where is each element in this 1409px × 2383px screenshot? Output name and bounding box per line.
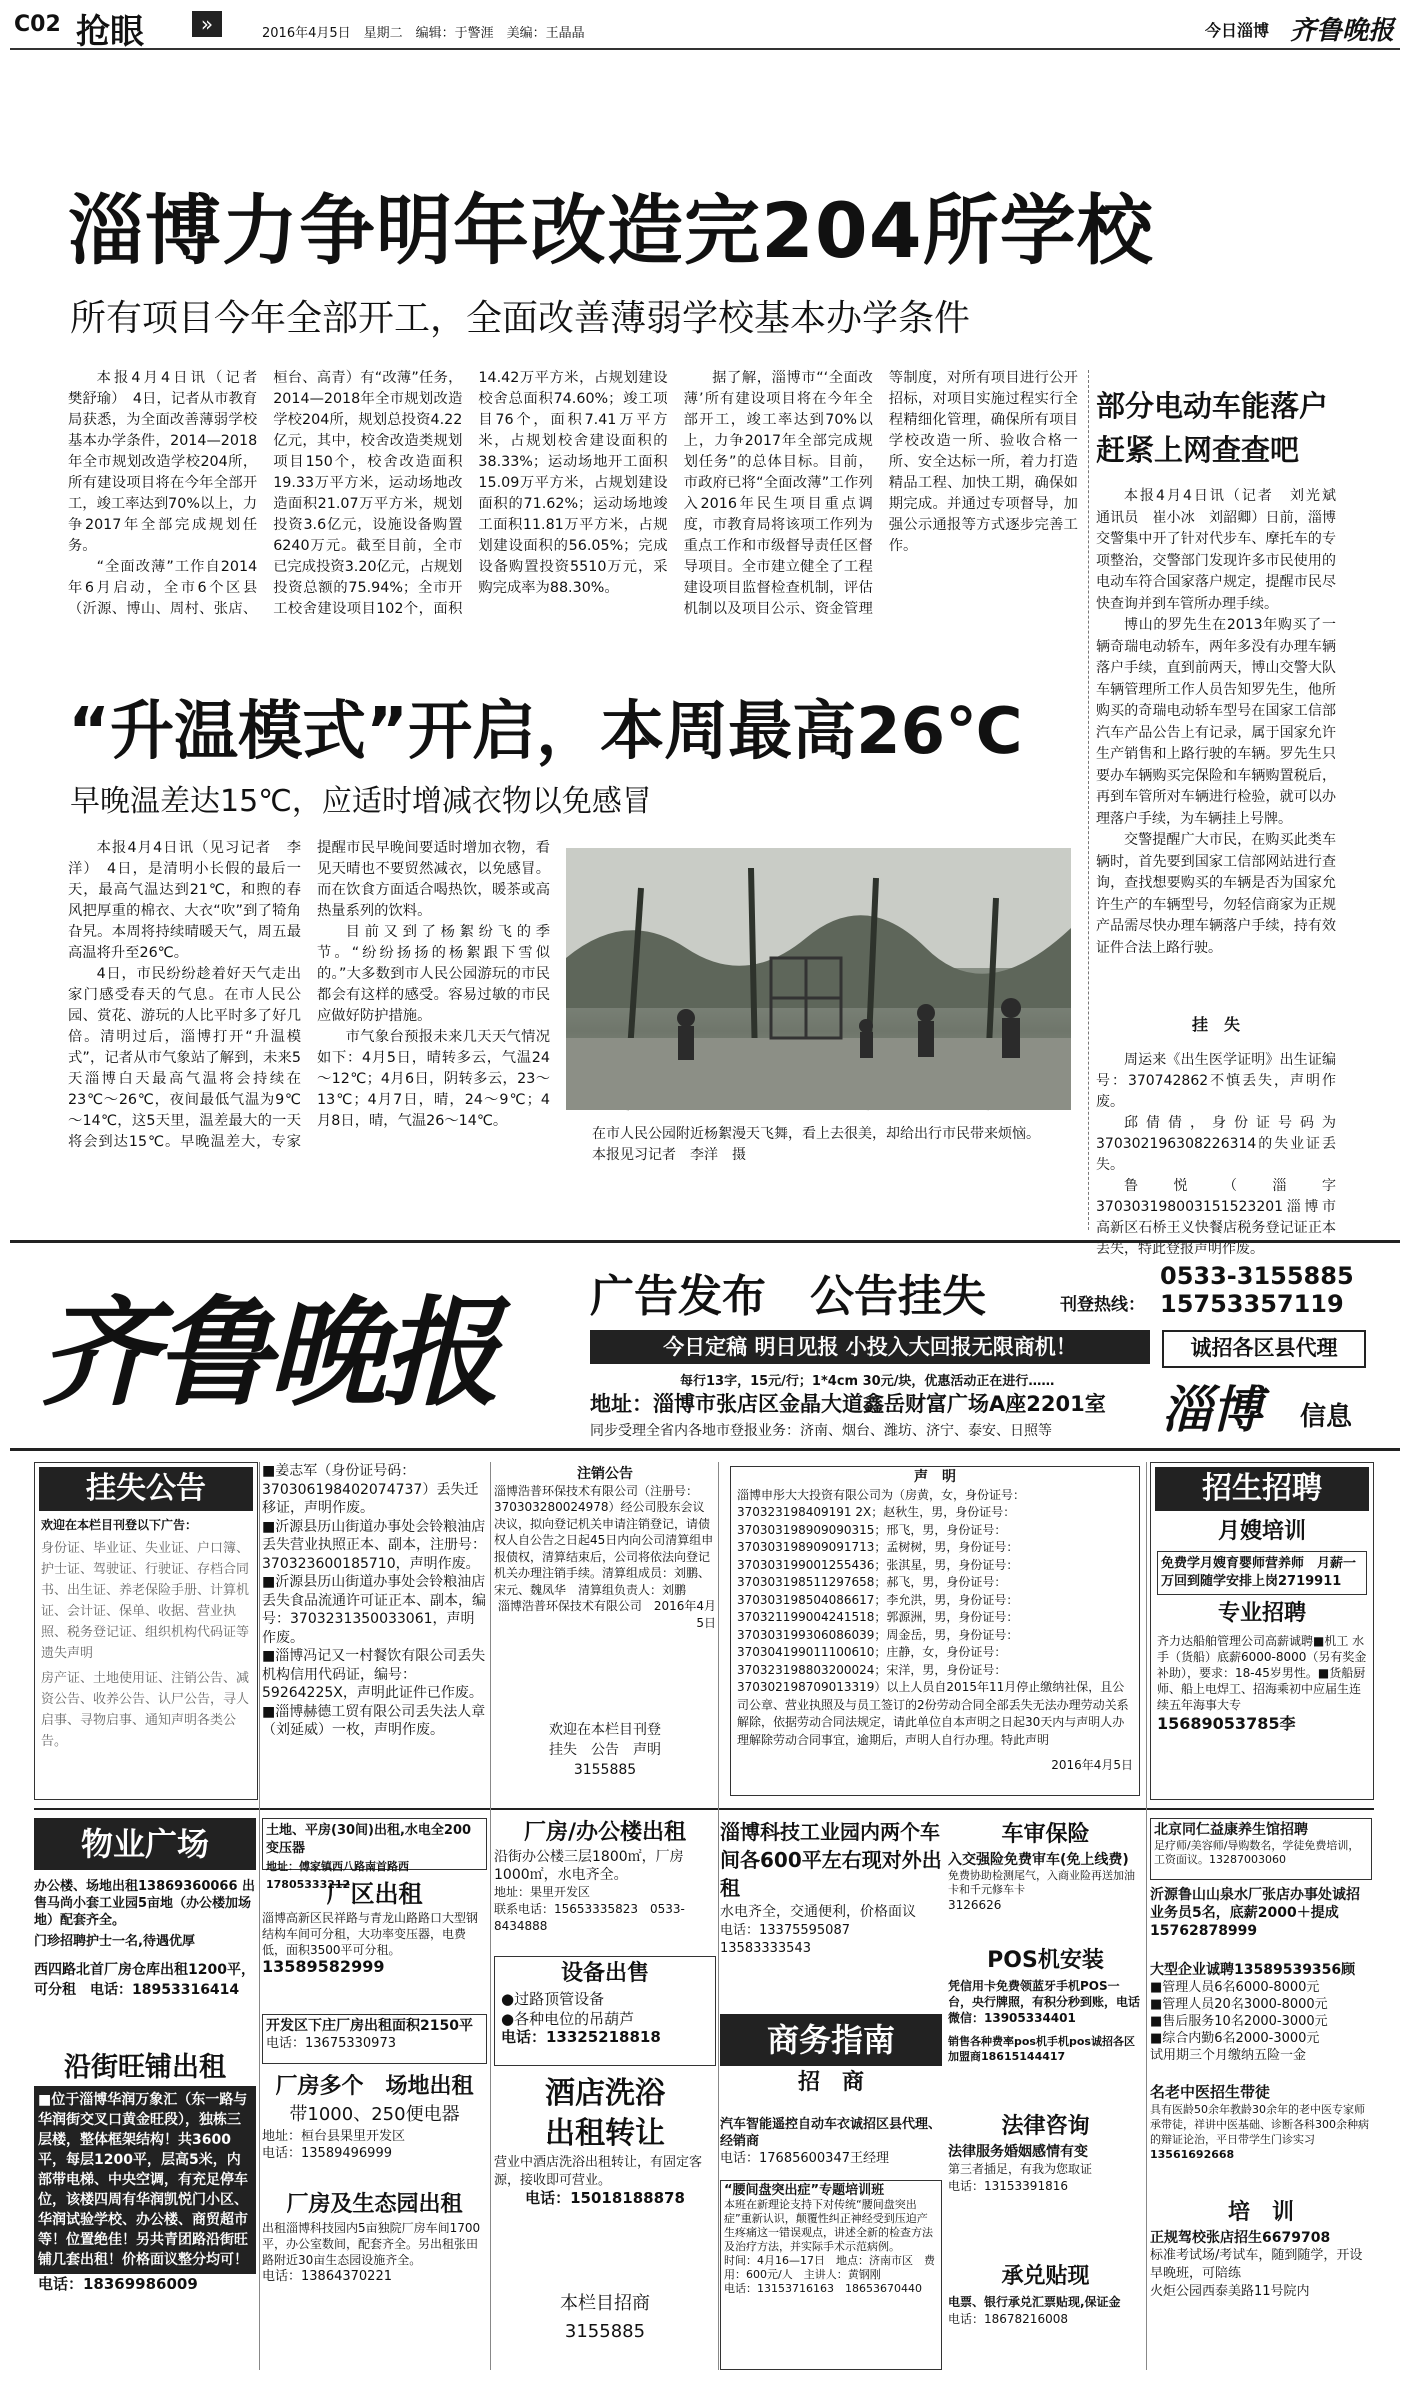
ad-bangong bbox=[494, 1818, 716, 1948]
ad-pos-text2: 销售各种费率pos机手机pos诚招各区加盟商18615144417 bbox=[948, 2035, 1135, 2063]
section-title: 抢眼 bbox=[76, 12, 144, 52]
ad-item: 西四路北首厂房仓库出租1200平，可分租 电话：18953316414 bbox=[34, 1962, 255, 1998]
ad-guashi-text2: 房产证、土地使用证、注销公告、减资公告、收养公告、认尸公告，寻人启事、寻物启事、通知声明各类公告。 bbox=[41, 1671, 250, 1749]
ad-zhuxiao-title: 注销公告 bbox=[577, 1466, 633, 1482]
ad-daxing-item: ■管理人员6名6000-8000元 bbox=[1150, 1980, 1320, 1995]
lost-notice-3: 鲁悦（淄字370303198003151523201淄博市高新区石桥王义快餐店税务登记证正本丢失，特此登报声明作废。 bbox=[1096, 1178, 1336, 1257]
ad-zhuxiao bbox=[494, 1466, 716, 1676]
article1-body bbox=[68, 368, 1078, 640]
ad-laozhongyi-phone: 13561692668 bbox=[1150, 2148, 1235, 2161]
article1-p1: 本报4月4日讯（记者 樊舒瑜） 4日，记者从市教育局获悉，为全面改善薄弱学校基本办学条件，2014—2018年全市规划改造学校204所，所有建设项目将在今年全部开工，竣工率达到70%以上，力争2017年全部完成规划任务。 bbox=[68, 370, 272, 554]
banner-phone1: 0533-3155885 bbox=[1160, 1262, 1354, 1290]
ad-falv-title: 法律咨询 bbox=[1001, 2114, 1090, 2139]
ad-yaojianpan-phone: 电话：13153716163 18653670440 bbox=[724, 2282, 922, 2295]
ad-falv-phone: 电话：13153391816 bbox=[948, 2179, 1068, 2193]
ad-changfang2-text: 淄博高新区民祥路与青龙山路路口大型钢结构车间可分租，大功率变压器，电费低，面积3500平可分租。 bbox=[262, 1911, 479, 1957]
ad-guashi bbox=[34, 1462, 258, 1800]
ad-keji-text: 水电齐全，交通便利，价格面议 bbox=[720, 1904, 916, 1920]
ad-yanjie-title: 沿街旺铺出租 bbox=[64, 2052, 226, 2083]
banner-title: 广告发布 公告挂失 bbox=[590, 1271, 986, 1322]
ad-guashi-intro: 欢迎在本栏目刊登以下广告： bbox=[41, 1518, 198, 1532]
ad-bangong-text: 沿街办公楼三层1800㎡，厂房1000㎡，水电齐全。 bbox=[494, 1849, 684, 1883]
header-divider bbox=[10, 48, 1400, 50]
article1-subhead: 所有项目今年全部开工，全面改善薄弱学校基本办学条件 bbox=[70, 298, 971, 339]
banner-brand2: 淄博 bbox=[1162, 1380, 1262, 1439]
ad-yaojianpan bbox=[720, 2180, 942, 2370]
ad-yanjie bbox=[34, 2050, 256, 2370]
ad-zhuxiao-text: 淄博浩普环保技术有限公司（注册号：370303280024978）经公司股东会议决议，拟向登记机关申请注销登记，请债权人自公告之日起45日内向公司清算组申报债权，清算结束后，公司将依法向登记机关办理注销手续。清算组成员：刘鹏、宋元、魏凤华 清算组负责人：刘鹏 bbox=[494, 1483, 714, 1597]
ad-falv-text2: 第三者插足，有我为您取证 bbox=[948, 2162, 1093, 2176]
article2-p1: 本报4月4日讯（见习记者 李洋） 4日，是清明小长假的最后一天，最高气温达到21℃，和煦的春风把厚重的棉衣、大衣“吹”到了犄角旮旯。本周将持续晴暖天气，周五最高温将升至26℃。 bbox=[68, 840, 301, 961]
ad-keji bbox=[720, 1818, 942, 2008]
ad-shebei-phone: 电话：13325218818 bbox=[501, 2028, 661, 2046]
ad-zhaosheng-title: 招生招聘 bbox=[1155, 1467, 1369, 1511]
ad-jiudian-text: 营业中酒店洗浴出租转让，有固定客源，接收即可营业。 bbox=[494, 2155, 703, 2188]
ad-daxing-tail: 试用期三个月缴纳五险一金 bbox=[1150, 2048, 1307, 2063]
right-column-divider bbox=[1088, 370, 1089, 1230]
ad-zhuxiao-sign: 淄博浩普环保技术有限公司 2016年4月5日 bbox=[497, 1599, 716, 1630]
classified-vline bbox=[490, 1462, 491, 2370]
page-header bbox=[0, 0, 1409, 50]
ad-pos-title: POS机安装 bbox=[987, 1948, 1104, 1973]
park-photo bbox=[566, 848, 1071, 1110]
ad-zhaosheng-phone2: 15689053785李 bbox=[1157, 1714, 1296, 1733]
zhaoshang-phone: 3155885 bbox=[564, 2321, 646, 2342]
banner-agent: 诚招各区县代理 bbox=[1162, 1330, 1366, 1368]
ad-laozhongyi-text: 具有医龄50余年教龄30余年的老中医专家师承带徒，祥讲中医基础、诊断各科300余种病的辩证论治，平日带学生门诊实习 bbox=[1150, 2103, 1369, 2146]
notice-item: ■沂源县历山街道办事处会铃粮油店丢失食品流通许可证正本、副本，编号：3703231350033061，声明作废。 bbox=[262, 1574, 486, 1646]
article3-body bbox=[1096, 486, 1350, 1014]
ad-daxing-title: 大型企业诚聘13589539356顾 bbox=[1150, 1962, 1356, 1978]
ad-wuye bbox=[34, 1818, 256, 1870]
ad-pos-text: 凭信用卡免费领蓝牙手机POS一台，央行牌照，有积分秒到账，电话微信：13905334401 bbox=[948, 1979, 1141, 2025]
ad-changfang5 bbox=[262, 2190, 487, 2370]
ad-daxing-item: ■综合内勤6名2000-3000元 bbox=[1150, 2031, 1320, 2046]
ad-chengdui bbox=[948, 2260, 1143, 2370]
ad-shebei-item: ●各种电位的吊葫芦 bbox=[501, 2010, 635, 2028]
article3-headline-2: 赶紧上网查查吧 bbox=[1096, 433, 1300, 467]
ad-qiche-phone: 电话：17685600347王经理 bbox=[720, 2151, 889, 2166]
classified-vline bbox=[259, 1462, 260, 2370]
ad-bangong-phone: 联系电话：15653335823 0533-8434888 bbox=[494, 1902, 685, 1933]
ad-wuye-title: 物业广场 bbox=[80, 1825, 209, 1863]
ad-cheshen-line1: 入交强险免费审车(免上线费) bbox=[948, 1852, 1129, 1868]
ad-chengdui-text: 电票、银行承兑汇票贴现,保证金 bbox=[948, 2295, 1121, 2309]
ad-jiudian-title2: 出租转让 bbox=[545, 2116, 665, 2151]
ad-jiudian bbox=[494, 2074, 716, 2234]
ad-shengming-text: 淄博申彤大大投资有限公司为（房黄，女，身份证号：370323198409191 2X；赵秋生，男，身份证号：370303198909090315；邢飞，男，身份证号：370303198909091713；孟树树，男，身份证号：370303199001255436；张淇星，男，身份证号：370303198511297658；郝飞，男，身份证号：370303198504086617；李允洪，男，身份证号：370321199004241518；郭源洲，男，身份证号：370303199306086039；周金岳，男，身份证号：370304199011100610；庄静，女，身份证号：370323198803200024；宋洋，男，身份证号：370302198709013319）以上人员自2015年11月停止缴纳社保，且公司公章、营业执照及与员工签订的2份劳动合同全部丢失无法办理劳动关系解除，依据劳动合同法规定，请此单位自本声明之日起30天内与声明人办理解除劳动合同事宜，逾期后，声明人自行办理。特此声明 bbox=[737, 1487, 1129, 1747]
ad-shebei-item: ●过路顶管设备 bbox=[501, 1990, 605, 2008]
ad-shuichang bbox=[1150, 1886, 1372, 1952]
lost-notice-1: 周运来《出生医学证明》出生证编号：370742862不慎丢失，声明作废。 bbox=[1096, 1052, 1336, 1110]
header-meta: 2016年4月5日 星期二 编辑：于警涯 美编：王晶晶 bbox=[262, 26, 585, 41]
ad-changfang1-line2: 地址：傅家镇西八路南首路西17805333212 bbox=[266, 1860, 409, 1891]
ad-zhaoshang-bottom bbox=[494, 2290, 716, 2360]
article1-p2: “全面改薄”工作自2014年6月启动，全市6个区县（沂源、博山、周村、张店、桓台、高青）有“改薄”任务，2014—2018年全市规划改造学校204所，规划总投资4.22亿元，其中，校舍改造类规划项目150个，校舍改造面积19.33万平方米，运动场地改造面积21.07万平方米，规划投资3.6亿元，设施设备购置6240万元。截至目前，全市已完成投资3.20亿元，占规划投资总额的75.94%；全市开工校舍建设项目102个，面积14.42万平方米，占规划建设校舍总面积74.60%；竣工项目76个，面积7.41万平方米，占规划校舍建设面积的38.33%；运动场地开工面积15.09万平方米，占规划建设面积的71.62%；运动场地竣工面积11.81万平方米，占规划建设面积的56.05%；完成设备购置投资5510万元，采购完成率为88.30%。 bbox=[68, 370, 668, 617]
ad-col1b bbox=[34, 1878, 256, 2038]
banner-coverage: 同步受理全省内各地市登报业务：济南、烟台、潍坊、济宁、泰安、日照等 bbox=[590, 1423, 1052, 1439]
banner-phone2: 15753357119 bbox=[1160, 1290, 1344, 1318]
ad-changfang4-title: 厂房多个 场地出租 bbox=[275, 2074, 474, 2099]
ad-zhaosheng bbox=[1150, 1462, 1374, 1800]
banner-hotline-label: 刊登热线： bbox=[1060, 1295, 1145, 1315]
page-code: C02 bbox=[14, 12, 61, 37]
ad-jiudian-title1: 酒店洗浴 bbox=[545, 2076, 665, 2111]
lost-notice-title: 挂 失 bbox=[1191, 1015, 1240, 1034]
classified-vline bbox=[718, 1462, 719, 2370]
ad-changfang5-text: 出租淄博科技园内5亩独院厂房车间1700平，办公室数间，配套齐全。另出租张田路附近30亩生态园设施齐全。 bbox=[262, 2221, 481, 2267]
ad-daxing-item: ■售后服务10名2000-3000元 bbox=[1150, 2014, 1328, 2029]
ad-bangong-addr: 地址：果里开发区 bbox=[494, 1885, 591, 1899]
ad-changfang4-sub: 带1000、250便电器 bbox=[289, 2104, 460, 2125]
ad-cheshen-phone: 3126626 bbox=[948, 1898, 1002, 1912]
ad-peixun bbox=[1150, 2196, 1372, 2366]
ad-notices-col2 bbox=[262, 1462, 487, 1798]
ad-guashi-title: 挂失公告 bbox=[39, 1467, 253, 1511]
brand-small: 今日淄博 bbox=[1205, 21, 1270, 40]
notice-item: ■姜志军（身份证号码：370306198402074737）丢失迁移证，声明作废。 bbox=[262, 1463, 479, 1516]
ad-daxing bbox=[1150, 1962, 1372, 2072]
welcome-line2: 挂失 公告 声明 bbox=[549, 1742, 661, 1758]
ad-peixun-line1: 正规驾校张店招生6679708 bbox=[1150, 2230, 1331, 2246]
ad-yanjie-phone: 电话：18369986009 bbox=[38, 2275, 198, 2293]
article2-headline: “升温模式”开启，本周最高26℃ bbox=[68, 695, 1023, 769]
banner-brand2-sub: 信息 bbox=[1300, 1402, 1353, 1432]
ad-falv bbox=[948, 2110, 1143, 2240]
ad-keji-phone: 电话：13375595087 13583333543 bbox=[720, 1923, 863, 1956]
ad-qiche-title: 汽车智能遥控自动车衣诚招区县代理、经销商 bbox=[720, 2117, 942, 2149]
ad-chengdui-phone: 电话：18678216008 bbox=[948, 2312, 1068, 2326]
ad-cheshen-title: 车审保险 bbox=[1001, 1822, 1090, 1847]
ad-keji-title: 淄博科技工业园内两个车间各600平左右现对外出租 bbox=[720, 1820, 942, 1900]
ad-shengming-title: 声 明 bbox=[914, 1469, 956, 1485]
ad-changfang5-title: 厂房及生态园出租 bbox=[286, 2192, 463, 2217]
ad-laozhongyi-title: 名老中医招生带徒 bbox=[1150, 2083, 1271, 2101]
ad-falv-text: 法律服务婚姻感情有变 bbox=[948, 2144, 1088, 2160]
article2-subhead: 早晚温差达15℃，应适时增减衣物以免感冒 bbox=[70, 784, 652, 819]
article3-p2: 博山的罗先生在2013年购买了一辆奇瑞电动轿车，两年多没有办理车辆落户手续，直到前两天，博山交警大队车辆管理所工作人员告知罗先生，他所购买的奇瑞电动轿车型号在国家工信部汽车产品公告上有记录，属于国家允许生产销售和上路行驶的车辆。罗先生只要办车辆购买完保险和车辆购置税后，再到车管所对车辆进行检验，就可以办理落户手续，为车辆挂上号牌。 bbox=[1096, 617, 1336, 827]
ad-shuichang-title: 沂源鲁山山泉水厂张店办事处诚招业务员5名，底薪2000＋提成 bbox=[1150, 1887, 1360, 1921]
ad-changfang1-line1: 土地、平房(30间)出租,水电全200变压器 bbox=[266, 1823, 472, 1856]
banner-pricing: 每行13字，15元/行；1*4cm 30元/块，优惠活动正在进行…… bbox=[680, 1374, 1055, 1389]
ad-qiche bbox=[720, 2116, 942, 2176]
classified-vline bbox=[1146, 1462, 1147, 2370]
ad-zhaosheng-box1: 免费学月嫂育婴师营养师 月薪一万回到随学安排上岗2719911 bbox=[1157, 1551, 1367, 1595]
ad-shangwu-title: 商务指南 bbox=[720, 2014, 942, 2066]
ad-laozhongyi bbox=[1150, 2082, 1372, 2182]
ad-yaojianpan-text: 本班在新理论支持下对传统“腰间盘突出症”重新认识，颠覆性纠正神经受到压迫产生疼痛这一错误观点，讲述全新的检查方法及治疗方法，并实际手术示范病例。 bbox=[724, 2198, 933, 2253]
ad-shengming bbox=[730, 1466, 1140, 1796]
ad-yangsheng-text: 足疗师/美容师/导购数名，学徒免费培训，工资面议。13287003060 bbox=[1154, 1839, 1360, 1866]
ad-changfang2 bbox=[262, 1878, 487, 2008]
zhaoshang-text: 本栏目招商 bbox=[560, 2293, 650, 2314]
ad-cheshen bbox=[948, 1818, 1143, 1938]
welcome-phone: 3155885 bbox=[573, 1762, 637, 1778]
brand-logo: 齐鲁晚报 bbox=[1290, 16, 1395, 46]
ad-changfang4-addr: 地址：桓台县果里开发区 bbox=[262, 2129, 406, 2144]
ad-bangong-title: 厂房/办公楼出租 bbox=[523, 1820, 687, 1845]
ad-shangwu bbox=[720, 2014, 942, 2114]
photo-illustration bbox=[566, 848, 1071, 1110]
section-label bbox=[70, 4, 235, 52]
article3-p3: 交警提醒广大市民，在购买此类车辆时，首先要到国家工信部网站进行查询，查找想要购买的车辆是否为国家允许生产的车辆型号，勿轻信商家为正规产品需尽快办理车辆落户手续，持有效证件合法上路行驶。 bbox=[1096, 832, 1336, 956]
article1-p3: 据了解，淄博市“‘全面改薄’所有建设项目将在今年全部开工，竣工率达到70%以上，力争2017年全部完成规划任务”的总体目标。目前，市政府已将“全面改薄”工作列入2016年民生项目重点调度，市教育局将该项工作列为重点工作和市级督导责任区督导项目。全市建立健全了工程建设项目监督检查机制，评估机制以及项目公示、资金管理等制度，对所有项目进行公开招标，对项目实施过程实行全程精细化管理，确保所有项目学校改造一所、验收合格一所、安全达标一所，着力打造精品工程、加快工期，确保如期完成。并通过专项督导，加强公示通报等方式逐步完善工作。 bbox=[683, 370, 1078, 617]
article2-body bbox=[68, 838, 550, 1234]
ad-shuichang-phone: 15762878999 bbox=[1150, 1923, 1258, 1939]
ad-shebei-title: 设备出售 bbox=[560, 1961, 649, 1986]
ad-pos bbox=[948, 1944, 1143, 2094]
ad-yaojianpan-title: “腰间盘突出症”专题培训班 bbox=[724, 2183, 885, 2198]
ad-daxing-item: ■管理人员20名3000-8000元 bbox=[1150, 1997, 1328, 2012]
ad-shengming-date: 2016年4月5日 bbox=[1051, 1758, 1133, 1772]
article3-headline-1: 部分电动车能落户 bbox=[1096, 389, 1329, 423]
ad-peixun-line2: 标准考试场/考试车，随到随学，开设早晚班，可陪练 bbox=[1150, 2248, 1363, 2281]
banner-masthead: 齐鲁晚报 bbox=[40, 1283, 497, 1422]
lost-notice-body bbox=[1096, 1050, 1336, 1257]
ad-column-welcome bbox=[494, 1720, 716, 1796]
ad-zhaosheng-box2: 齐力达船舶管理公司高薪诚聘■机工 水手（货船）底薪6000-8000（另有奖金补助），要求：18-45岁男性。■货船厨师、船上电焊工、招海乘初中应届生连续五年海事大专 bbox=[1157, 1634, 1367, 1712]
notice-item: ■淄博冯记又一村餐饮有限公司丢失机构信用代码证，编号：59264225X，声明此证件已作废。 bbox=[262, 1648, 486, 1701]
ad-changfang3-text: 开发区下庄厂房出租面积2150平 bbox=[266, 2018, 473, 2034]
article2-p4: 市气象台预报未来几天天气情况如下：4月5日，晴转多云，气温24～12℃；4月6日，阴转多云，23～13℃；4月7日，晴，24～9℃；4月8日，晴，气温26～14℃。 bbox=[317, 1029, 550, 1129]
ad-peixun-title: 培 训 bbox=[1227, 2200, 1294, 2225]
ad-peixun-line3: 火炬公园西泰美路11号院内 bbox=[1150, 2284, 1310, 2299]
banner-slogan: 今日定稿 明日见报 小投入大回报无限商机！ bbox=[590, 1330, 1150, 1364]
ad-cheshen-line2: 免费协助检测尾气，入商业险再送加油卡和千元修车卡 bbox=[948, 1869, 1135, 1896]
article2-p3: 目前又到了杨絮纷飞的季节。“纷纷扬扬的杨絮跟下雪似的。”大多数到市人民公园游玩的市民都会有这样的感受。容易过敏的市民应做好防护措施。 bbox=[317, 924, 550, 1024]
ad-shebei bbox=[494, 1956, 716, 2066]
banner-bottom-rule bbox=[10, 1448, 1400, 1451]
ad-shangwu-sub: 招 商 bbox=[797, 2070, 864, 2095]
ad-yanjie-text: ■位于淄博华润万象汇（东一路与华润街交叉口黄金旺段），独栋三层楼，整体框架结构！共3600平，每层1200平，层高5米，内部带电梯、中央空调，有充足停车位，该楼四周有华润凯悦门小区、华润试验学校、办公楼、商贸超市等！位置绝佳！另共青团路沿街旺铺几套出租！价格面议整分均可！ bbox=[34, 2086, 256, 2274]
banner-top-rule bbox=[10, 1240, 1400, 1243]
ad-item: 门珍招聘护士一名,待遇优厚 bbox=[34, 1934, 195, 1949]
ad-guashi-text: 身份证、毕业证、失业证、户口簿、护士证、驾驶证、行驶证、存档合同书、出生证、养老保险手册、计算机证、会计证、保单、收据、营业执照、税务登记证、组织机构代码证等遗失声明 bbox=[41, 1541, 250, 1661]
lost-notice-2: 邱倩倩，身份证号码为370302196308226314的失业证丢失。 bbox=[1096, 1115, 1336, 1173]
ad-chengdui-title: 承兑贴现 bbox=[1001, 2264, 1090, 2289]
article1-headline: 淄博力争明年改造完204所学校 bbox=[68, 186, 1154, 275]
ad-changfang1 bbox=[262, 1818, 487, 1891]
banner-address: 地址：淄博市张店区金晶大道鑫岳财富广场A座2201室 bbox=[590, 1392, 1106, 1416]
section-arrow-icon: » bbox=[192, 11, 222, 37]
ad-jiudian-phone: 电话：15018188878 bbox=[525, 2189, 685, 2207]
ad-changfang3-phone: 电话：13675330973 bbox=[266, 2036, 396, 2051]
ad-changfang2-title: 厂区出租 bbox=[326, 1880, 423, 1908]
ad-zhaosheng-sub2: 专业招聘 bbox=[1217, 1601, 1306, 1626]
ad-changfang4 bbox=[262, 2072, 487, 2182]
photo-caption: 在市人民公园附近杨絮漫天飞舞，看上去很美，却给出行市民带来烦恼。 本报见习记者 李洋 摄 bbox=[592, 1126, 1061, 1163]
ad-changfang3 bbox=[262, 2014, 487, 2064]
welcome-line1: 欢迎在本栏目刊登 bbox=[549, 1722, 661, 1738]
ad-changfang4-phone: 电话：13589496999 bbox=[262, 2146, 392, 2161]
ad-zhaosheng-sub: 月嫂培训 bbox=[1217, 1519, 1306, 1544]
ad-yangsheng bbox=[1150, 1818, 1372, 1880]
classified-divider bbox=[34, 1808, 1374, 1810]
ad-changfang2-phone: 13589582999 bbox=[262, 1957, 385, 1976]
ad-item: 办公楼、场地出租13869360066 出售马尚小套工业园5亩地（办公楼加场地）配套齐全。 bbox=[34, 1879, 256, 1928]
article2-p2: 4日，市民纷纷趁着好天气走出家门感受春天的气息。在市人民公园、赏花、游玩的人比平时多了好几倍。清明过后，淄博打开“升温模式”，记者从市气象站了解到，未来5天淄博白天最高气温将会持续在23℃～26℃，夜间最低气温为9℃～14℃，这5天里，温差最大的一天将会到达15℃。早晚温差大，专家提醒市民早晚间要适时增加衣物，看见天晴也不要贸然减衣，以免感冒。而在饮食方面适合喝热饮，暖茶或高热量系列的饮料。 bbox=[68, 840, 550, 1150]
notice-item: ■淄博赫德工贸有限公司丢失法人章（刘延威）一枚，声明作废。 bbox=[262, 1703, 486, 1738]
notice-item: ■沂源县历山街道办事处会铃粮油店丢失营业执照正本、副本，注册号：370323600185710，声明作废。 bbox=[262, 1518, 486, 1572]
ad-yaojianpan-info: 时间：4月16—17日 地点：济南市区 费用：600元/人 主讲人：黄钢刚 bbox=[724, 2254, 935, 2281]
article3-p1: 本报4月4日讯（记者 刘光斌 通讯员 崔小冰 刘韶卿）日前，淄博交警集中开了针对代步车、摩托车的专项整治，交警部门发现许多市民使用的电动车符合国家落户规定，提醒市民尽快查询并到车管所办理手续。 bbox=[1096, 488, 1350, 612]
ad-changfang5-phone: 电话：13864370221 bbox=[262, 2269, 392, 2284]
ad-yangsheng-title: 北京同仁益康养生馆招聘 bbox=[1154, 1822, 1308, 1838]
